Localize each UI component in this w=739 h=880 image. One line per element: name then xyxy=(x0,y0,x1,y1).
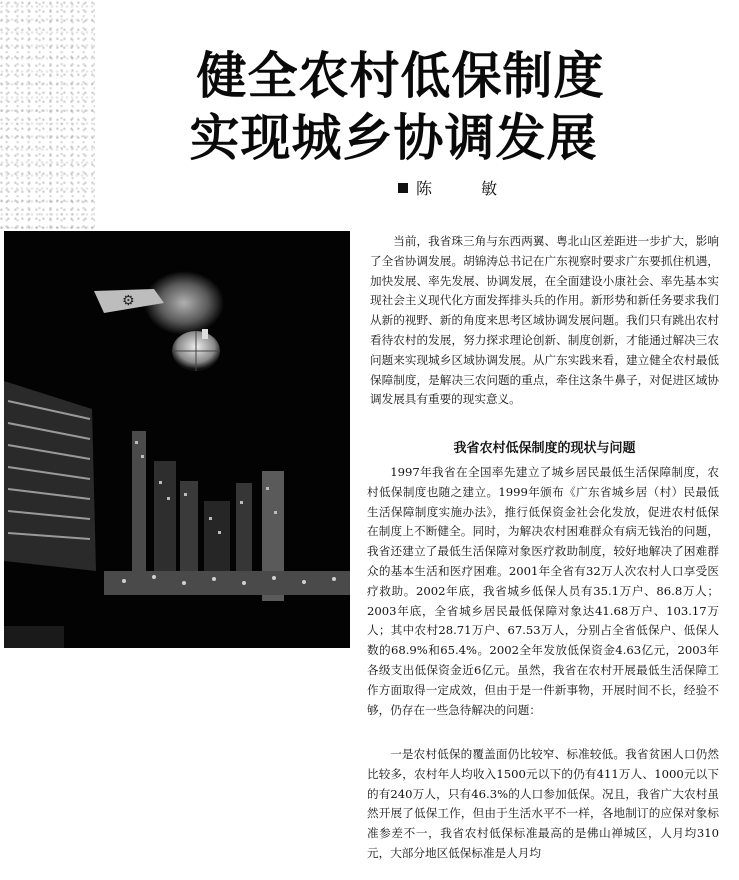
body-paragraph-1 xyxy=(367,463,719,720)
author-name: 陈 敏 xyxy=(416,179,520,198)
intro-text: 当前，我省珠三角与东西两翼、粤北山区差距进一步扩大，影响了全省协调发展。胡锦涛总书记在广东视察时要求广东要抓住机遇，加快发展、率先发展、协调发展，在全面建设小康社会、率先基本实现社会主义现代化方面发挥排头兵的作用。新形势和新任务要求我们从新的视野、新的角度来思考区域协调发展问题。我们只有跳出农村看待农村的发展，努力探求理论创新、制度创新，才能通过解决三农问题来实现城乡区域协调发展。从广东实践来看，建立健全农村最低保障制度，是解决三农问题的重点，牵住这条牛鼻子，对促进区域协调发展具有重要的现实意义。 xyxy=(370,234,719,407)
article-title-line1: 健全农村低保制度 xyxy=(196,47,605,105)
city-night-photo xyxy=(4,231,350,648)
paragraph-2-text: 一是农村低保的覆盖面仍比较窄、标准较低。我省贫困人口仍然比较多，农村年人均收入1500元以下的仍有411万人、1000元以下的有240万人，只有46.3%的人口参加低保。况且，我省广大农村虽然开展了低保工作，但由于生活水平不一样，各地制订的应保对象标准参差不一，我省农村低保标准最高的是佛山禅城区，人月均310元，大部分地区低保标准是人月均 xyxy=(367,747,719,860)
svg-text:⚙: ⚙ xyxy=(122,293,135,309)
section-heading: 我省农村低保制度的现状与问题 xyxy=(453,441,636,456)
article-title-line2: 实现城乡协调发展 xyxy=(189,109,598,167)
square-bullet-icon xyxy=(398,183,408,193)
byline xyxy=(398,176,519,199)
intro-paragraph xyxy=(370,232,719,410)
body-paragraph-2 xyxy=(367,745,719,864)
paragraph-1-text: 1997年我省在全国率先建立了城乡居民最低生活保障制度，农村低保制度也随之建立。1999年颁布《广东省城乡居（村）民最低生活保障制度实施办法》，推行低保资金社会化发放，促进农村低保在制度上不断健全。同时，为解决农村困难群众有病无钱治的问题，我省还建立了最低生活保障对象医疗救助制度，较好地解决了困难群众的基本生活和医疗困难。2001年全省有32万人次农村人口享受医疗救助。2002年底，我省城乡低保人员有35.1万户、86.8万人；2003年底，全省城乡居民最低保障对象达41.68万户、103.17万人；其中农村28.71万户、67.53万人，分别占全省低保户、低保人数的68.9%和65.4%。2002全年发放低保资金4.63亿元，2003年各级支出低保资金近6亿元。虽然，我省在农村开展最低生活保障工作方面取得一定成效，但由于是一件新事物，开展时间不长，经验不够，仍存在一些急待解决的问题： xyxy=(367,465,719,717)
